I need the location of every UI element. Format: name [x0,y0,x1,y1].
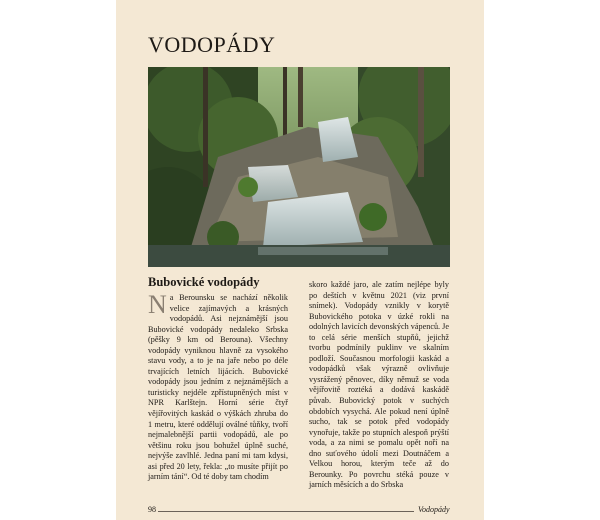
drop-cap: N [148,290,167,319]
chapter-title: VODOPÁDY [148,32,276,57]
left-column-text: a Berounsku se nachází několik velice zajímavých a krásných vodopádů. Asi nejznámější jsou Bubovické vodopády nedaleko Srbska (pěšky 9 km od Berouna). Všechny vodopády vyniknou hlavně za vysokého stavu vody, a to je na jaře nebo po déle trvajících letních lijácích. Bubovické vodopády jsou jedním z nejznámějších a turisticky nejdéle zpřístupněných míst v NPR Karlštejn. Horní série čtyř vějířovitých kaskád o výškách zhruba do 1 metru, které oddělují oválné tůňky, tvoří nejmalebnější partii vodopádů, ale po většinu roku jsou bohužel úplně suché, nejvýše zavlhlé. Jedna paní mi tam kdysi, asi před 20 lety, řekla: „to musíte přijít po jarním tání“. Od té doby tam chodím [148,293,288,482]
running-title: Vodopády [418,505,450,514]
footer-rule [158,511,414,512]
text-column-right: skoro každé jaro, ale zatím nejlépe byly po deštích v květnu 2021 (viz první snímek). Vodopády vznikly v korytě Bubovického potoka v úzké rokli na odolných lavicích devonských vápenců. Je to celá série menších stupňů, jejichž tvorbu podmínily puklinv ve skalním podloží. Současnou morfologii kaskád a vodopádků však výrazně ovlivňuje vysrážený pěnovec, díky němuž se voda vějířovitě roztéká a dodává kaskádě půvab. Bubovický potok v suchých obdobích vysychá. Ale pokud není úplně sucho, tak se potok před vodopády vynořuje, takže po stupních alespoň prýští voda, a za nimi se pomalu opět noří na dno suťového údolí mezi Doutnáčem a Velkou horou, kterým teče až do Berounky. Po povrchu stéká pouze v jarních měsících a do Srbska [309,280,449,490]
page-number: 98 [148,505,156,514]
waterfall-photo [148,67,450,267]
text-column-left [148,290,288,483]
section-heading: Bubovické vodopády [148,275,260,289]
